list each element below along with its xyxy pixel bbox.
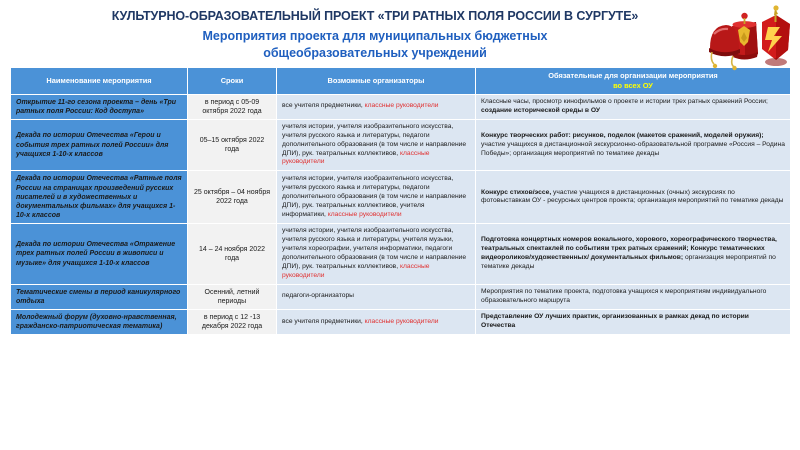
required-activity-part: организация мероприятий по тематике декады xyxy=(637,197,784,205)
page-subtitle-line1: Мероприятия проекта для муниципальных бюджетных xyxy=(202,28,548,43)
column-header-required-line2: во всех ОУ xyxy=(613,81,653,90)
cell-event-name: Открытие 11-го сезона проекта – день «Три ратных поля России: Код доступа» xyxy=(11,95,187,119)
column-header-date: Сроки xyxy=(188,68,276,93)
required-activity-part: участие учащихся в дистанционной экскурсионно-образовательной программе «Россия – Родина Победы»; xyxy=(481,140,785,157)
cell-organizers xyxy=(277,95,475,119)
cell-required-activities xyxy=(476,95,790,119)
cell-event-date: 05–15 октября 2022 года xyxy=(188,120,276,170)
cell-required-activities xyxy=(476,224,790,283)
required-activity-part: создание исторической среды в ОУ xyxy=(481,106,601,114)
cell-required-activities xyxy=(476,120,790,170)
cell-event-name: Тематические смены в период каникулярного отдыха xyxy=(11,285,187,309)
required-activity-part: Подготовка концертных номеров вокального, хорового, хореографического творчества, театральных спектаклей по событиям трех ратных сражений; xyxy=(481,236,777,253)
required-activity-part: организация мероприятий по тематике декады xyxy=(513,149,660,157)
column-header-organizers: Возможные организаторы xyxy=(277,68,475,93)
organizers-highlight: классные руководители xyxy=(327,210,402,218)
required-activity-part: Конкурс творческих работ: рисунков, поделок (макетов сражений, моделей оружия); xyxy=(481,131,764,139)
cell-event-date: 25 октября – 04 ноября 2022 года xyxy=(188,171,276,223)
required-activity-part: Конкурс тематических видеороликов/художественных/ документальных фильмов; xyxy=(481,245,765,262)
column-header-required-line1: Обязательные для организации мероприятия xyxy=(548,71,718,81)
cell-event-date: 14 – 24 ноября 2022 года xyxy=(188,224,276,283)
cell-event-name: Молодежный форум (духовно-нравственная, гражданско-патриотическая тематика) xyxy=(11,310,187,334)
cell-event-name: Декада по истории Отечества «Ратные поля России на страницах произведений русских писателей и в художественных и документальных фильмах» для учащихся 1-10-х классов xyxy=(11,171,187,223)
table-row xyxy=(11,285,790,309)
cell-organizers xyxy=(277,120,475,170)
cell-required-activities xyxy=(476,310,790,334)
page-title: КУЛЬТУРНО-ОБРАЗОВАТЕЛЬНЫЙ ПРОЕКТ «ТРИ РАТНЫХ ПОЛЯ РОССИИ В СУРГУТЕ» xyxy=(111,9,639,23)
slide-header xyxy=(0,0,800,67)
organizers-text: учителя истории, учителя изобразительного искусства, учителя русского языка и литературы, учителя музыки, учителя хореографии, учителя информатики, педагоги дополнительного образования (в том числе и направление ДПИ), рук. театральных коллективов, xyxy=(282,227,467,270)
required-activity-part: Конкурс стихов/эссе, xyxy=(481,188,552,196)
organizers-text: все учителя предметники, xyxy=(282,317,365,325)
page-subtitle-line2: общеобразовательных учреждений xyxy=(263,45,487,60)
cell-required-activities xyxy=(476,171,790,223)
required-activity-part: организация мероприятий по тематике декады xyxy=(481,254,776,270)
table-row xyxy=(11,120,790,170)
table-row xyxy=(11,171,790,223)
column-header-required xyxy=(476,68,790,93)
table-row xyxy=(11,310,790,334)
organizers-highlight: классные руководители xyxy=(364,102,439,110)
column-header-name: Наименование мероприятия xyxy=(11,68,187,93)
page-subtitle xyxy=(0,28,800,62)
cell-organizers xyxy=(277,310,475,334)
events-schedule-table xyxy=(10,67,791,335)
cell-required-activities xyxy=(476,285,790,309)
table-header-row xyxy=(11,68,790,93)
cell-event-date: в период с 12 -13 декабря 2022 года xyxy=(188,310,276,334)
cell-event-name: Декада по истории Отечества «Герои и события трех ратных полей России» для учащихся 1-10-х классов xyxy=(11,120,187,170)
table-row xyxy=(11,95,790,119)
cell-event-date: в период с 05-09 октября 2022 года xyxy=(188,95,276,119)
organizers-highlight: классные руководители xyxy=(282,262,430,279)
organizers-text: учителя истории, учителя изобразительного искусства, учителя русского языка и литературы, педагоги дополнительного образования (в том числе и направление ДПИ), рук. театральных коллективов, учителя информатики, xyxy=(282,175,467,218)
cell-organizers xyxy=(277,285,475,309)
organizers-text: учителя истории, учителя изобразительного искусства, учителя русского языка и литературы, педагоги дополнительного образования (в том числе и направление ДПИ), рук. театральных коллективов, xyxy=(282,123,467,157)
required-activity-part: Представление ОУ лучших практик, организованных в рамках декад по истории Отечества xyxy=(481,313,749,330)
cell-organizers xyxy=(277,224,475,283)
organizers-text: педагоги-организаторы xyxy=(282,292,354,300)
military-shako-helmet-banner-emblem xyxy=(702,2,794,72)
table-body xyxy=(11,95,790,335)
table-row xyxy=(11,224,790,283)
required-activity-part: Классные часы, просмотр кинофильмов о проекте и истории трех ратных сражений России; xyxy=(481,98,768,106)
organizers-highlight: классные руководители xyxy=(282,149,430,166)
organizers-text: все учителя предметники, xyxy=(282,102,365,110)
organizers-highlight: классные руководители xyxy=(364,317,439,325)
required-activity-part: участие учащихся в дистанционных (очных) экскурсиях по фотовыставкам ОУ - ресурсных центров проекта; xyxy=(481,188,735,205)
cell-organizers xyxy=(277,171,475,223)
cell-event-date: Осенний, летний периоды xyxy=(188,285,276,309)
schedule-table-wrapper xyxy=(0,67,800,335)
cell-event-name: Декада по истории Отечества «Отражение трех ратных полей России в живописи и музыке» для учащихся 1-10-х классов xyxy=(11,224,187,283)
required-activity-part: Мероприятия по тематике проекта, подготовка учащихся к мероприятиям индивидуального образовательного маршрута xyxy=(481,287,767,304)
